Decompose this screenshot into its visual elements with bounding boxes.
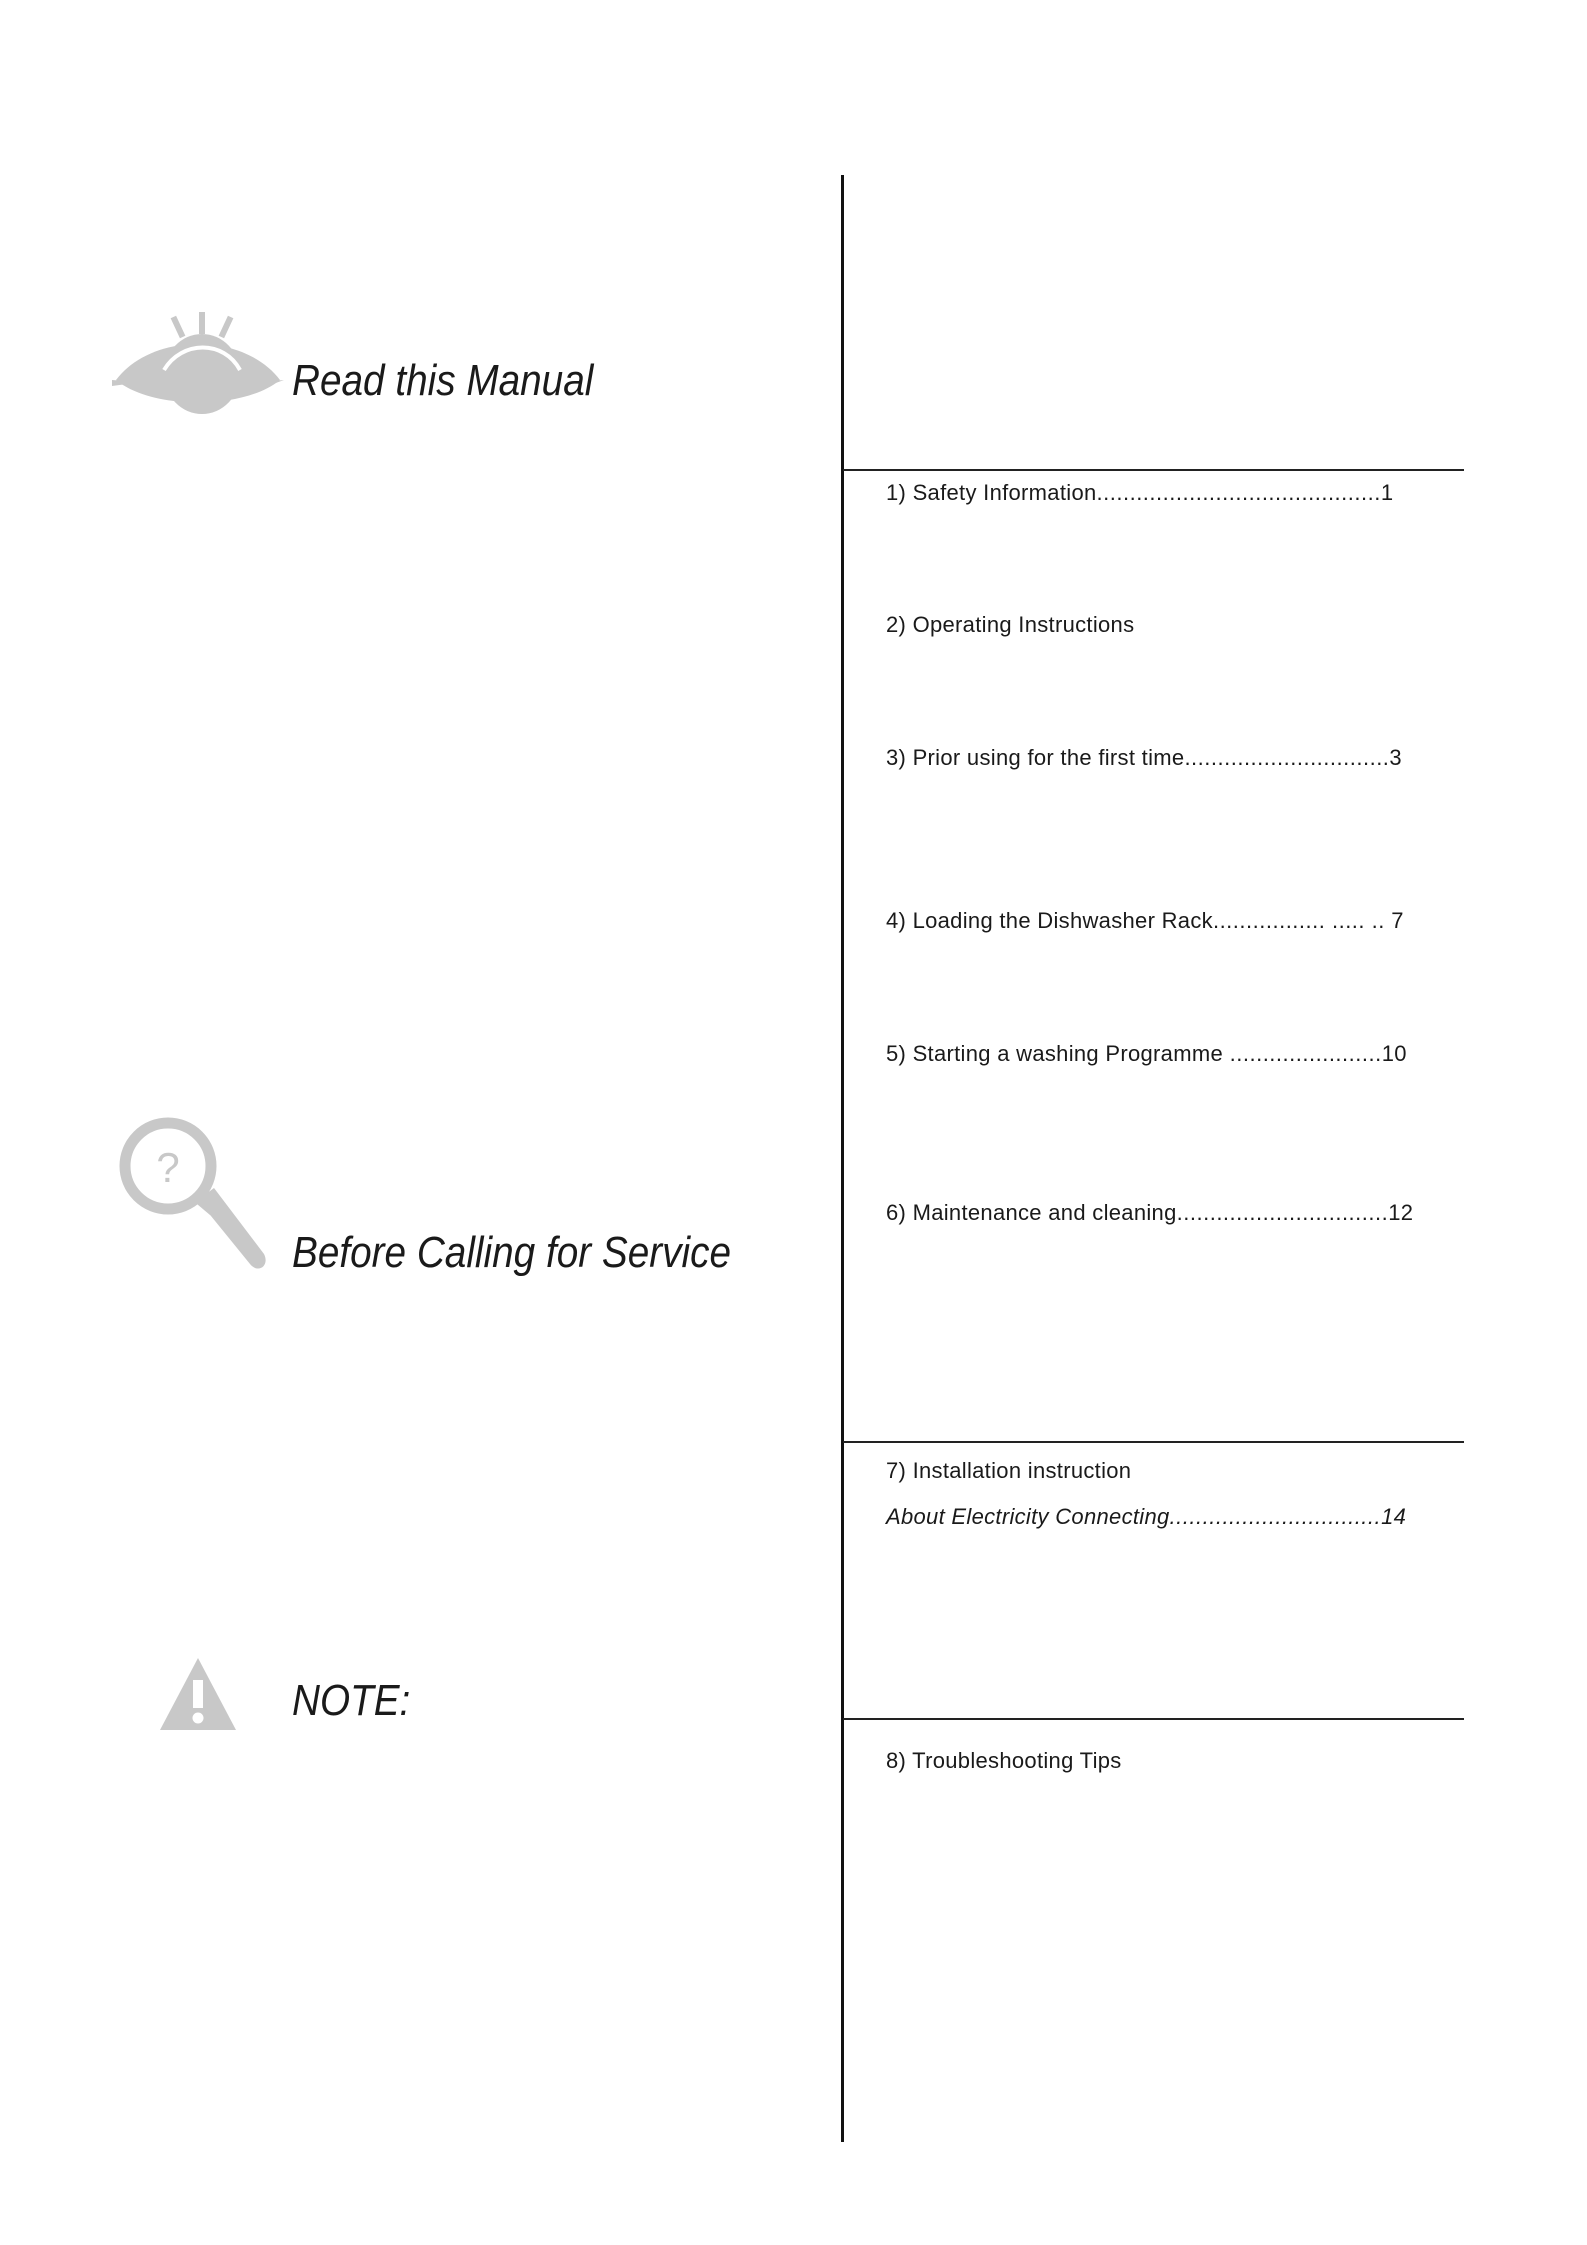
toc-top-rule bbox=[843, 469, 1464, 471]
toc-page: 12 bbox=[1388, 1200, 1414, 1225]
toc-item-safety[interactable] bbox=[886, 480, 1393, 506]
toc-dots: ................................ bbox=[1169, 1504, 1382, 1529]
toc-troubleshooting-rule bbox=[843, 1718, 1464, 1720]
toc-page: 7 bbox=[1384, 908, 1404, 933]
toc-page: 10 bbox=[1381, 1041, 1407, 1066]
read-manual-heading: Read this Manual bbox=[292, 356, 594, 405]
toc-label: 4) Loading the Dishwasher Rack bbox=[886, 908, 1213, 933]
toc-label: 5) Starting a washing Programme bbox=[886, 1041, 1224, 1066]
toc-label: 8) Troubleshooting Tips bbox=[886, 1748, 1122, 1773]
toc-label: 7) Installation instruction bbox=[886, 1458, 1132, 1483]
magnifier-question-icon bbox=[118, 1114, 270, 1280]
toc-page: 1 bbox=[1380, 480, 1394, 505]
note-heading: NOTE: bbox=[292, 1676, 411, 1725]
toc-item-starting-programme[interactable] bbox=[886, 1041, 1407, 1067]
toc-dots: ................................ bbox=[1176, 1200, 1389, 1225]
toc-dots: ................. ..... .. bbox=[1212, 908, 1385, 933]
toc-dots: ....................... bbox=[1223, 1041, 1382, 1066]
toc-label: 6) Maintenance and cleaning bbox=[886, 1200, 1177, 1225]
toc-item-troubleshooting[interactable] bbox=[886, 1748, 1122, 1774]
toc-page: 3 bbox=[1389, 745, 1402, 770]
eye-icon bbox=[112, 312, 284, 416]
toc-label: 2) Operating Instructions bbox=[886, 612, 1135, 637]
toc-item-installation[interactable] bbox=[886, 1458, 1131, 1484]
before-service-heading: Before Calling for Service bbox=[292, 1228, 732, 1277]
svg-text:?: ? bbox=[156, 1144, 180, 1191]
toc-installation-rule bbox=[843, 1441, 1464, 1443]
toc-page: 14 bbox=[1381, 1504, 1407, 1529]
toc-item-operating[interactable] bbox=[886, 612, 1134, 638]
toc-label: About Electricity Connecting bbox=[886, 1504, 1170, 1529]
toc-item-prior-use[interactable] bbox=[886, 745, 1402, 771]
toc-item-loading-rack[interactable] bbox=[886, 908, 1404, 934]
toc-dots: ............................... bbox=[1184, 745, 1390, 770]
toc-item-electricity[interactable] bbox=[886, 1504, 1406, 1530]
toc-label: 3) Prior using for the first time bbox=[886, 745, 1185, 770]
toc-dots: ........................................... bbox=[1096, 480, 1381, 505]
toc-label: 1) Safety Information bbox=[886, 480, 1097, 505]
warning-icon bbox=[158, 1656, 238, 1732]
toc-item-maintenance[interactable] bbox=[886, 1200, 1413, 1226]
